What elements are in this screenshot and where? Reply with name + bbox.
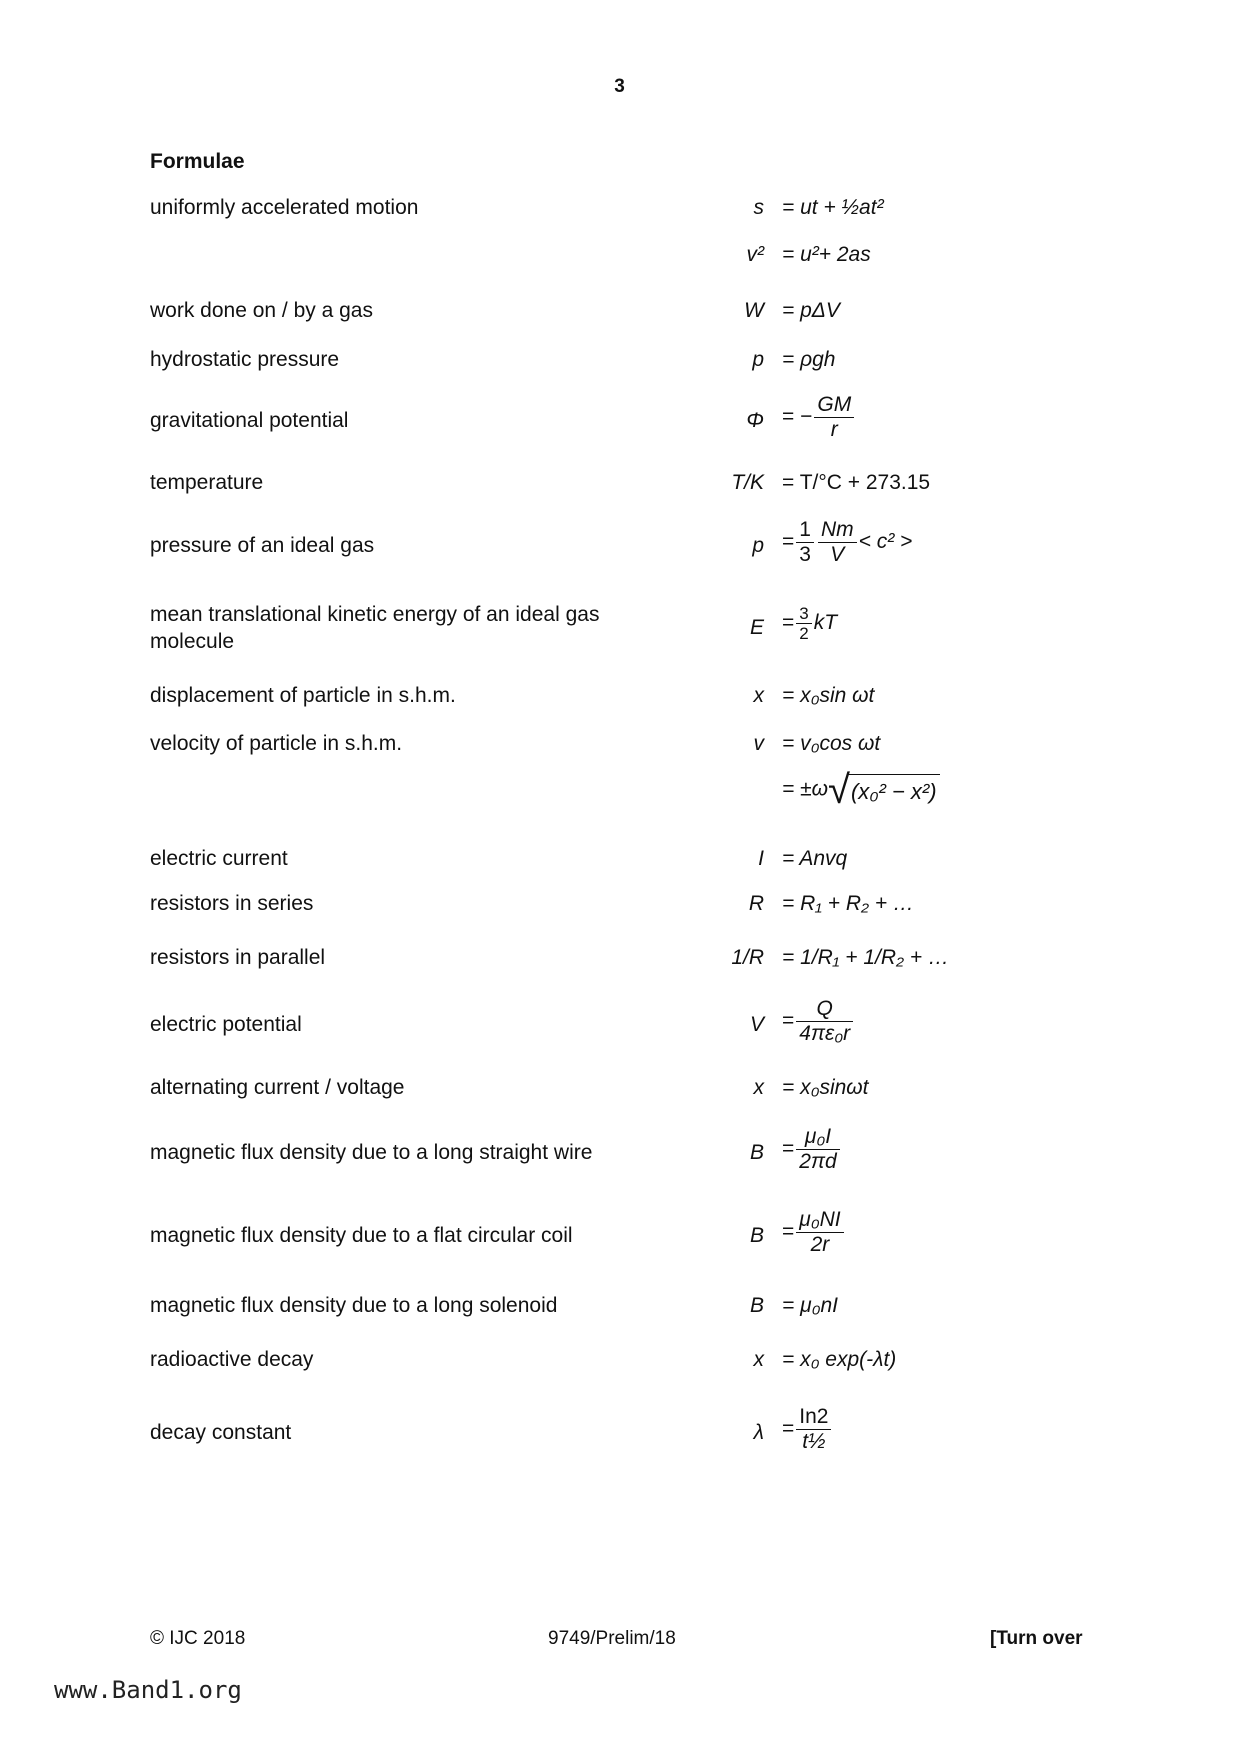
formula-label-ideal-gas-pressure: pressure of an ideal gas bbox=[150, 534, 375, 557]
formula-label-shm-displacement: displacement of particle in s.h.m. bbox=[150, 684, 456, 707]
formulae-heading: Formulae bbox=[150, 150, 245, 173]
formula-eq-decay-constant: = $\frac{In2}{\text{t½}}$ bbox=[782, 1405, 833, 1454]
formula-label-grav-potential: gravitational potential bbox=[150, 409, 349, 432]
formula-eq-rho-gh: = ρgh bbox=[782, 348, 836, 371]
formula-symbol-v-potential: V bbox=[749, 1013, 764, 1036]
formula-symbol-x: x bbox=[753, 684, 764, 707]
formula-eq-parallel: = 1/R₁ + 1/R₂ + … bbox=[782, 946, 949, 969]
formula-symbol-tk: T/K bbox=[731, 471, 764, 494]
formula-label-radioactive-decay: radioactive decay bbox=[150, 1348, 314, 1371]
formula-symbol-p-gas: p bbox=[752, 534, 764, 557]
formula-eq-v2: = u²+ 2as bbox=[782, 243, 871, 266]
formula-label-parallel: resistors in parallel bbox=[150, 946, 326, 969]
formula-symbol-b-coil: B bbox=[749, 1224, 764, 1247]
page-number: 3 bbox=[614, 76, 625, 97]
formula-label-temperature: temperature bbox=[150, 471, 264, 494]
formula-symbol-lambda: λ bbox=[753, 1421, 764, 1444]
formula-symbol-v2: v² bbox=[746, 243, 764, 266]
formula-eq-shm-v-sqrt: = ±ω√(x₀² − x²) bbox=[782, 770, 940, 810]
formula-symbol-r: R bbox=[748, 892, 764, 915]
formula-symbol-1-over-r: 1/R bbox=[731, 946, 764, 969]
formula-eq-potential: = $\frac{Q}{\text{4πε₀r}}$ bbox=[782, 997, 855, 1046]
formula-label-hydrostatic: hydrostatic pressure bbox=[150, 348, 340, 371]
footer-copyright: © IJC 2018 bbox=[150, 1628, 246, 1649]
formula-label-ac: alternating current / voltage bbox=[150, 1076, 405, 1099]
formula-eq-decay: = x₀ exp(-λt) bbox=[782, 1348, 897, 1371]
formula-eq-current: = Anvq bbox=[782, 847, 848, 870]
formula-label-work-done: work done on / by a gas bbox=[150, 299, 373, 322]
formula-symbol-p: p bbox=[752, 348, 764, 371]
formula-eq-w: = pΔV bbox=[782, 299, 840, 322]
formula-eq-series: = R₁ + R₂ + … bbox=[782, 892, 914, 915]
formula-symbol-w: W bbox=[744, 299, 764, 322]
formula-symbol-i: I bbox=[758, 847, 764, 870]
formula-eq-wire: = $\frac{\text{μ₀I}}{2\pi d}$ bbox=[782, 1125, 842, 1174]
formula-eq-kinetic-energy: = $\frac{3}{2}$ kT bbox=[782, 604, 838, 643]
formula-eq-coil: = $\frac{\text{μ₀NI}}{2r}$ bbox=[782, 1208, 846, 1257]
formula-eq-s: = ut + ½at² bbox=[782, 196, 884, 219]
formula-symbol-b-wire: B bbox=[749, 1141, 764, 1164]
formula-label-straight-wire: magnetic flux density due to a long straight wire bbox=[150, 1141, 593, 1164]
footer-paper-code: 9749/Prelim/18 bbox=[548, 1628, 676, 1649]
formula-label-uniform-motion: uniformly accelerated motion bbox=[150, 196, 419, 219]
formula-label-series: resistors in series bbox=[150, 892, 314, 915]
formula-symbol-s: s bbox=[753, 196, 764, 219]
formula-symbol-x-decay: x bbox=[753, 1348, 764, 1371]
formula-label-electric-current: electric current bbox=[150, 847, 288, 870]
formula-symbol-x-ac: x bbox=[753, 1076, 764, 1099]
formula-label-solenoid: magnetic flux density due to a long solenoid bbox=[150, 1294, 558, 1317]
fraction-denominator: r bbox=[830, 418, 838, 441]
formula-label-circular-coil: magnetic flux density due to a flat circular coil bbox=[150, 1224, 573, 1247]
footer-turn-over: [Turn over bbox=[990, 1628, 1083, 1649]
formula-symbol-e: E bbox=[749, 616, 764, 639]
formula-eq-shm-v: = v₀cos ωt bbox=[782, 732, 881, 755]
formula-label-shm-velocity: velocity of particle in s.h.m. bbox=[150, 732, 403, 755]
formula-symbol-v: v bbox=[753, 732, 764, 755]
formula-eq-shm-x: = x₀sin ωt bbox=[782, 684, 875, 707]
formula-label-decay-constant: decay constant bbox=[150, 1421, 292, 1444]
watermark-url: www.Band1.org bbox=[54, 1676, 242, 1704]
formula-label-kinetic-energy: mean translational kinetic energy of an ideal gas bbox=[150, 603, 600, 626]
fraction-numerator: GM bbox=[814, 393, 854, 418]
formula-eq-ideal-gas: = $\frac{1}{3}$ $\frac{Nm}{V}$ < c² > bbox=[782, 518, 913, 566]
formula-symbol-b-solenoid: B bbox=[749, 1294, 764, 1317]
formula-symbol-phi: Φ bbox=[746, 409, 764, 432]
formula-label-kinetic-energy-line2: molecule bbox=[150, 630, 235, 653]
formula-eq-ac: = x₀sinωt bbox=[782, 1076, 869, 1099]
formula-label-electric-potential: electric potential bbox=[150, 1013, 302, 1036]
formula-eq-solenoid: = μ₀nI bbox=[782, 1294, 838, 1317]
formula-eq-phi: = − $\frac{GM}{r}$ bbox=[782, 393, 856, 442]
formula-eq-temperature: = T/°C + 273.15 bbox=[782, 471, 931, 494]
